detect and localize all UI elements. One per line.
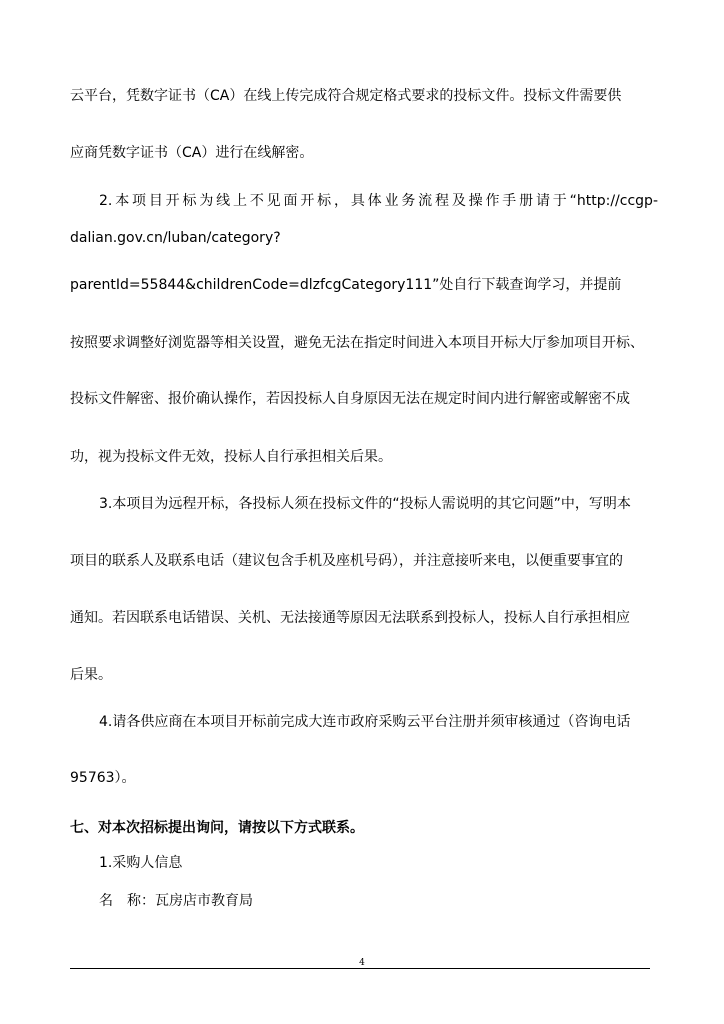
footer-rule bbox=[70, 968, 650, 969]
text-line-1: 云平台，凭数字证书（CA）在线上传完成符合规定格式要求的投标文件。投标文件需要供 bbox=[70, 88, 622, 104]
text-line-7: 投标文件解密、报价确认操作，若因投标人自身原因无法在规定时间内进行解密或解密不成 bbox=[70, 391, 630, 407]
section-heading: 七、对本次招标提出询问，请按以下方式联系。 bbox=[70, 820, 364, 836]
text-line-8: 功，视为投标文件无效，投标人自行承担相关后果。 bbox=[70, 449, 392, 465]
text-line-2: 应商凭数字证书（CA）进行在线解密。 bbox=[70, 145, 314, 161]
text-line-13: 4.请各供应商在本项目开标前完成大连市政府采购云平台注册并须审核通过（咨询电话 bbox=[99, 714, 631, 730]
text-line-5: parentId=55844&childrenCode=dlzfcgCategory111”处自行下载查询学习，并提前 bbox=[70, 277, 622, 293]
page-number: 4 bbox=[350, 958, 374, 968]
text-line-17: 名 称：瓦房店市教育局 bbox=[99, 893, 253, 909]
text-line-12: 后果。 bbox=[70, 667, 112, 683]
text-line-11: 通知。若因联系电话错误、关机、无法接通等原因无法联系到投标人，投标人自行承担相应 bbox=[70, 610, 630, 626]
text-line-14: 95763）。 bbox=[70, 770, 136, 786]
text-line-4: dalian.gov.cn/luban/category? bbox=[70, 230, 281, 246]
text-line-6: 按照要求调整好浏览器等相关设置，避免无法在指定时间进入本项目开标大厅参加项目开标、 bbox=[70, 335, 644, 351]
text-line-10: 项目的联系人及联系电话（建议包含手机及座机号码），并注意接听来电，以便重要事宜的 bbox=[70, 553, 623, 569]
text-line-9: 3.本项目为远程开标，各投标人须在投标文件的“投标人需说明的其它问题”中，写明本 bbox=[99, 496, 631, 512]
text-line-3: 2.本项目开标为线上不见面开标，具体业务流程及操作手册请于“http://ccgp- bbox=[99, 193, 658, 209]
text-line-16: 1.采购人信息 bbox=[99, 855, 183, 871]
